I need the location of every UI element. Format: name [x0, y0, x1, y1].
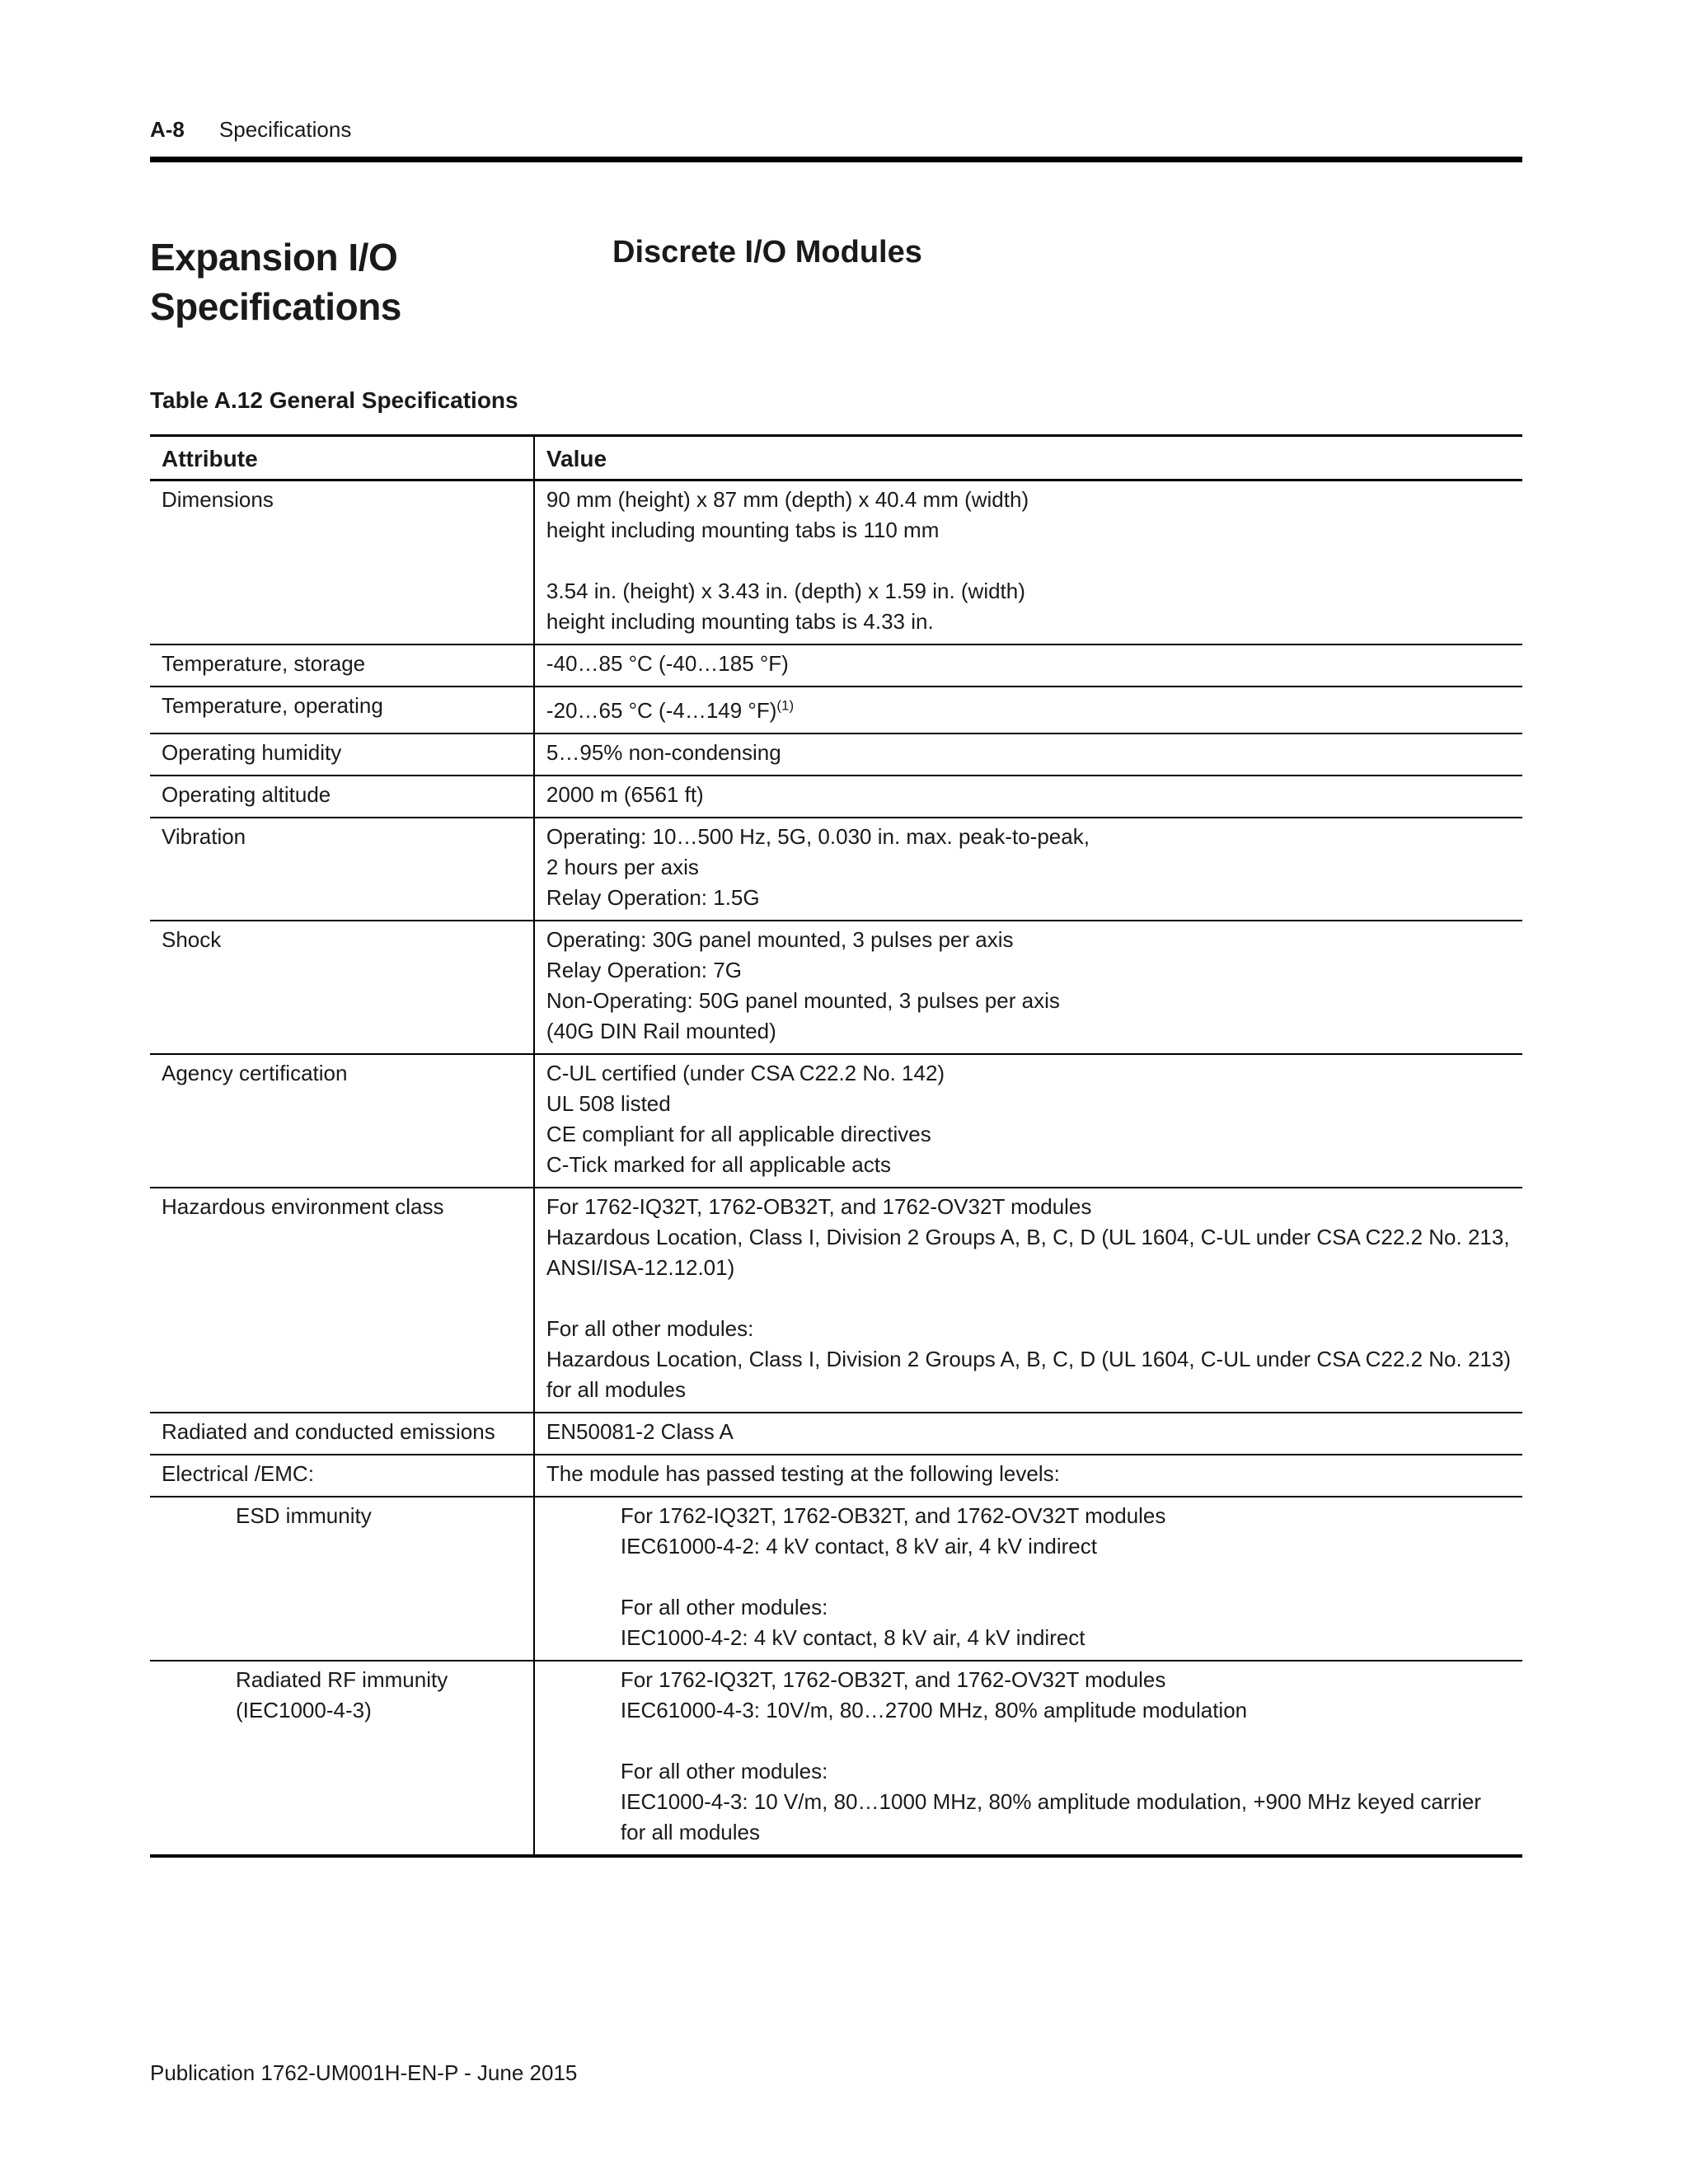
value-line: C-UL certified (under CSA C22.2 No. 142): [546, 1061, 945, 1085]
header-rule: [150, 157, 1522, 162]
value-cell: [534, 776, 1522, 818]
table-row: [150, 1188, 1522, 1413]
value-cell: [534, 921, 1522, 1054]
section-title-line-1: Expansion I/O: [150, 236, 398, 279]
table-row: [150, 733, 1522, 776]
value-line: height including mounting tabs is 110 mm: [546, 518, 940, 542]
value-cell: [534, 1455, 1522, 1497]
table-row: [150, 1054, 1522, 1188]
value-line: CE compliant for all applicable directives: [546, 1122, 931, 1146]
value-line: Operating: 10…500 Hz, 5G, 0.030 in. max. peak-to-peak,: [546, 824, 1090, 849]
value-line: For all other modules:: [620, 1759, 828, 1783]
table-row: [150, 1661, 1522, 1856]
value-line: C-Tick marked for all applicable acts: [546, 1152, 891, 1177]
table-row: [150, 776, 1522, 818]
attribute-line: (IEC1000-4-3): [236, 1698, 372, 1722]
value-line: Relay Operation: 7G: [546, 958, 742, 982]
attribute-cell: Temperature, storage: [150, 644, 534, 687]
page-number: A-8: [150, 117, 185, 142]
table-caption: Table A.12 General Specifications: [150, 387, 518, 413]
attribute-cell: [150, 1661, 534, 1856]
value-line: for all modules: [620, 1820, 760, 1844]
value-line: IEC1000-4-2: 4 kV contact, 8 kV air, 4 kV indirect: [620, 1625, 1085, 1650]
attribute-cell: Dimensions: [150, 480, 534, 645]
table-row: [150, 818, 1522, 921]
attribute-cell: Operating altitude: [150, 776, 534, 818]
value-line: For 1762-IQ32T, 1762-OB32T, and 1762-OV32T modules: [620, 1503, 1166, 1528]
value-column-header: Value: [534, 436, 1522, 480]
running-header: [150, 117, 351, 143]
value-line: IEC61000-4-3: 10V/m, 80…2700 MHz, 80% amplitude modulation: [620, 1698, 1248, 1722]
table-header-row: [150, 436, 1522, 480]
value-line: for all modules: [546, 1377, 686, 1402]
attribute-cell: Temperature, operating: [150, 687, 534, 733]
value-cell: [534, 1054, 1522, 1188]
attribute-cell: Radiated and conducted emissions: [150, 1413, 534, 1455]
value-line: -40…85 °C (-40…185 °F): [546, 651, 789, 676]
value-line: Hazardous Location, Class I, Division 2 Groups A, B, C, D (UL 1604, C-UL under CSA C22.2 No. 213, ANSI/ISA-12.12.01): [546, 1225, 1510, 1280]
value-line: 5…95% non-condensing: [546, 740, 781, 765]
section-title-line-2: Specifications: [150, 285, 401, 328]
table-row: [150, 1413, 1522, 1455]
attribute-cell: Vibration: [150, 818, 534, 921]
running-section-title: Specifications: [218, 117, 352, 142]
value-cell: [534, 1661, 1522, 1856]
attribute-cell: ESD immunity: [150, 1497, 534, 1661]
value-line: 2 hours per axis: [546, 855, 699, 879]
value-line: height including mounting tabs is 4.33 in.: [546, 609, 934, 634]
table-row: [150, 1455, 1522, 1497]
attribute-column-header: Attribute: [150, 436, 534, 480]
value-line: For all other modules:: [546, 1316, 754, 1341]
value-line: Hazardous Location, Class I, Division 2 Groups A, B, C, D (UL 1604, C-UL under CSA C22.2 No. 213): [546, 1347, 1511, 1371]
value-line: EN50081-2 Class A: [546, 1419, 734, 1444]
value-cell: [534, 818, 1522, 921]
value-cell: [534, 733, 1522, 776]
value-line: Operating: 30G panel mounted, 3 pulses per axis: [546, 927, 1014, 952]
value-line: For all other modules:: [620, 1595, 828, 1619]
publication-footer: Publication 1762-UM001H-EN-P - June 2015: [150, 2060, 578, 2085]
value-line: 90 mm (height) x 87 mm (depth) x 40.4 mm (width): [546, 487, 1029, 512]
value-cell: [534, 644, 1522, 687]
value-line: 2000 m (6561 ft): [546, 782, 704, 807]
attribute-cell: Operating humidity: [150, 733, 534, 776]
value-line: Relay Operation: 1.5G: [546, 885, 760, 910]
attribute-cell: Agency certification: [150, 1054, 534, 1188]
footnote-marker: (1): [776, 697, 795, 714]
attribute-cell: Hazardous environment class: [150, 1188, 534, 1413]
table-row: [150, 644, 1522, 687]
value-line: 3.54 in. (height) x 3.43 in. (depth) x 1.59 in. (width): [546, 579, 1025, 603]
general-specifications-table: [150, 434, 1522, 1858]
value-line: -20…65 °C (-4…149 °F)$^{(1)}$: [546, 697, 795, 723]
attribute-line: Radiated RF immunity: [236, 1667, 448, 1692]
section-title: [150, 232, 562, 331]
value-line: For 1762-IQ32T, 1762-OB32T, and 1762-OV32T modules: [546, 1194, 1092, 1219]
table-row: [150, 687, 1522, 733]
subsection-title: Discrete I/O Modules: [612, 235, 922, 269]
value-line: (40G DIN Rail mounted): [546, 1019, 776, 1043]
value-line: IEC1000-4-3: 10 V/m, 80…1000 MHz, 80% amplitude modulation, +900 MHz keyed carrier: [620, 1789, 1482, 1814]
value-cell: [534, 1497, 1522, 1661]
value-line: Non-Operating: 50G panel mounted, 3 pulses per axis: [546, 988, 1060, 1013]
value-cell: [534, 480, 1522, 645]
value-line: The module has passed testing at the following levels:: [546, 1461, 1060, 1486]
value-cell: [534, 1188, 1522, 1413]
table-row: [150, 480, 1522, 645]
attribute-cell: Electrical /EMC:: [150, 1455, 534, 1497]
attribute-cell: Shock: [150, 921, 534, 1054]
value-line: IEC61000-4-2: 4 kV contact, 8 kV air, 4 kV indirect: [620, 1534, 1097, 1558]
table-row: [150, 1497, 1522, 1661]
value-cell: [534, 687, 1522, 733]
value-line: For 1762-IQ32T, 1762-OB32T, and 1762-OV32T modules: [620, 1667, 1166, 1692]
value-line: UL 508 listed: [546, 1091, 671, 1116]
value-cell: [534, 1413, 1522, 1455]
table-row: [150, 921, 1522, 1054]
